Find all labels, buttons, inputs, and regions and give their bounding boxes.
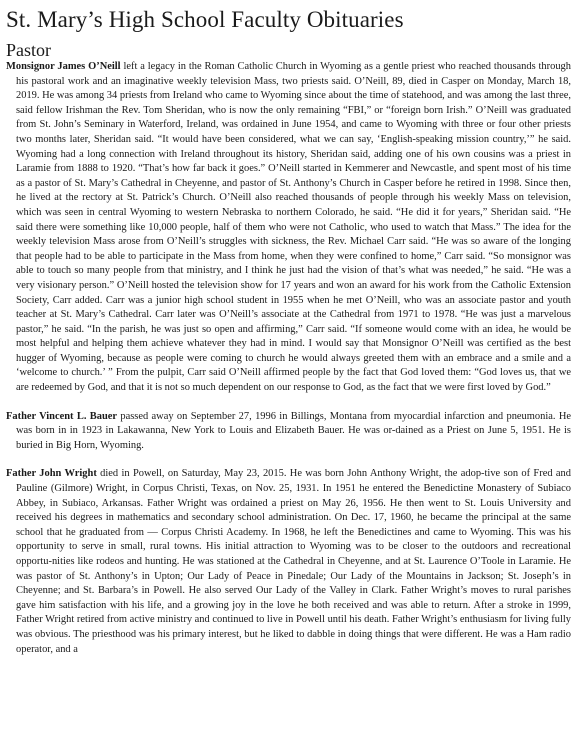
obituary-bauer [6, 410, 571, 454]
obituary-text: passed away on September 27, 1996 in Billings, Montana from myocardial infarction and pneumonia. He was born in in 1923 in Lakawanna, New York to Louis and Elizabeth Bauer. He was or-dained as a Priest on June 5, 1951. He is buried in Big Horn, Wyoming. [16, 410, 571, 451]
obituary-name: Father Vincent L. Bauer [6, 410, 118, 422]
obituary-name: Father John Wright [6, 468, 97, 480]
obituary-wright [6, 467, 571, 657]
page-title: St. Mary’s High School Faculty Obituaries [6, 7, 404, 32]
section-heading: Pastor [6, 40, 51, 60]
obituary-text: left a legacy in the Roman Catholic Church in Wyoming as a gentle priest who reached thousands through his pastoral work and an imaginative weekly television Mass, two priests said. O’Neill, 89, died in Casper on Monday, March 18, 2019. He was among 34 priests from Ireland who came to Wyoming since about the time of statehood, and was among the last three, said fellow Irishman the Rev. Tom Sheridan, who is now the only remaining “FBI,” or “foreign born Irish.” O’Neill was graduated from St. John’s Seminary in Waterford, Ireland, was ordained in June 1954, and came to Wyoming with three or four other priests two months later, Sheridan said. “It would have been considered, what we can say, ‘English-speaking mission country,’” he said. Wyoming had a long connection with Ireland throughout its history, Sheridan said, adding one of his own cousins was a priest in Laramie from 1888 to 1920. “That’s how far back it goes.” O’Neill started in Kemmerer and Newcastle, and spent most of his time as a pastor of St. Mary’s Cathedral in Cheyenne, and pastor of St. Anthony’s Church in Casper before he retired in 1998. Since then, he lived at the rectory at St. Patrick’s Church. O’Neill also reached thousands of people through his weekly Mass on television, which was seen in central Wyoming to western Nebraska to northern Colorado, he said. “He did it for years,” Sheridan said. “He said there were something like 10,000 people, half of them who were not Catholic, who used to watch that Mass.” The idea for the weekly television Mass arose from O’Neill’s struggles with sickness, the Rev. Michael Carr said. “He was so aware of the longing that people had to be able to participate in the Mass from home, when they were confined to home,” Carr said. “So monsignor was able to touch so many people from that ministry, and I think he just had the vision of that’s what was needed,” he said. “He was a very visionary person.” O’Neill hosted the television show for 17 years and won an award for his work from the Catholic Extension Society, Carr added. Carr was a junior high school student in 1955 when he met O’Neill, who was an associate pastor and youth teacher at St. Mary’s Cathedral. Carr later was O’Neill’s associate at the Cathedral from 1971 to 1978. “He was just a marvelous pastor,” he said. “In the parish, he was just so open and affirming,” Carr said. “If someone would come with an idea, he would be most helpful and helping them achieve whatever they had in mind. I would say that Monsignor O’Neill was certified as the best hugger of Wyoming, because as people were coming to church he would always greeted them with an embrace and a smile and a ‘welcome to church.’ ” From the pulpit, Carr said O’Neill affirmed people by the fact that God loved them: “God loves us, that we are redeemed by God, and that it is not so much dependent on our response to God, as the fact that we were first loved by God.” [16, 61, 571, 394]
obituary-name: Monsignor James O’Neill [6, 61, 121, 72]
obituary-text: died in Powell, on Saturday, May 23, 2015. He was born John Anthony Wright, the adop-tive son of Fred and Pauline (Gilmore) Wright, in Corpus Christi, Texas, on Nov. 25, 1931. In 1951 he entered the Benedictine Monastery of Subiaco Abbey, in Subiaco, Arkansas. Father Wright was ordained a priest on May 26, 1956. He then went to St. Louis University and received his degrees in mathematics and secondary school administration. On Dec. 17, 1960, he became the principal at the same school that he graduated from — Corpus Christi Academy. In 1968, he left the Benedictines and came to Wyoming. This was his opportunity to serve in small, rural towns. His initial attraction to Wyoming was to be closer to the outdoors and recreational opportu-nities like rodeos and hunting. He was stationed at the Cathedral in Cheyenne, and at St. Laurence O’Toole in Laramie. He was pastor of St. Anthony’s in Upton; Our Lady of Peace in Pinedale; Our Lady of the Mountains in Jackson; St. Joseph’s in Cheyenne; and St. Barbara’s in Powell. He also served Our Lady of the Valley in Clark. Father Wright’s moves to rural parishes gave him satisfaction with his life, and a growing joy in the love he both received and was able to return. After a stroke in 1999, Father Wright retired from active ministry and continued to live in Powell until his death. Father Wright’s enthusiasm for living fully was obvious. The priesthood was his primary interest, but he liked to dabble in doing things that were different. He was a Ham radio operator, and a [16, 468, 571, 655]
obituary-oneill [6, 60, 571, 396]
